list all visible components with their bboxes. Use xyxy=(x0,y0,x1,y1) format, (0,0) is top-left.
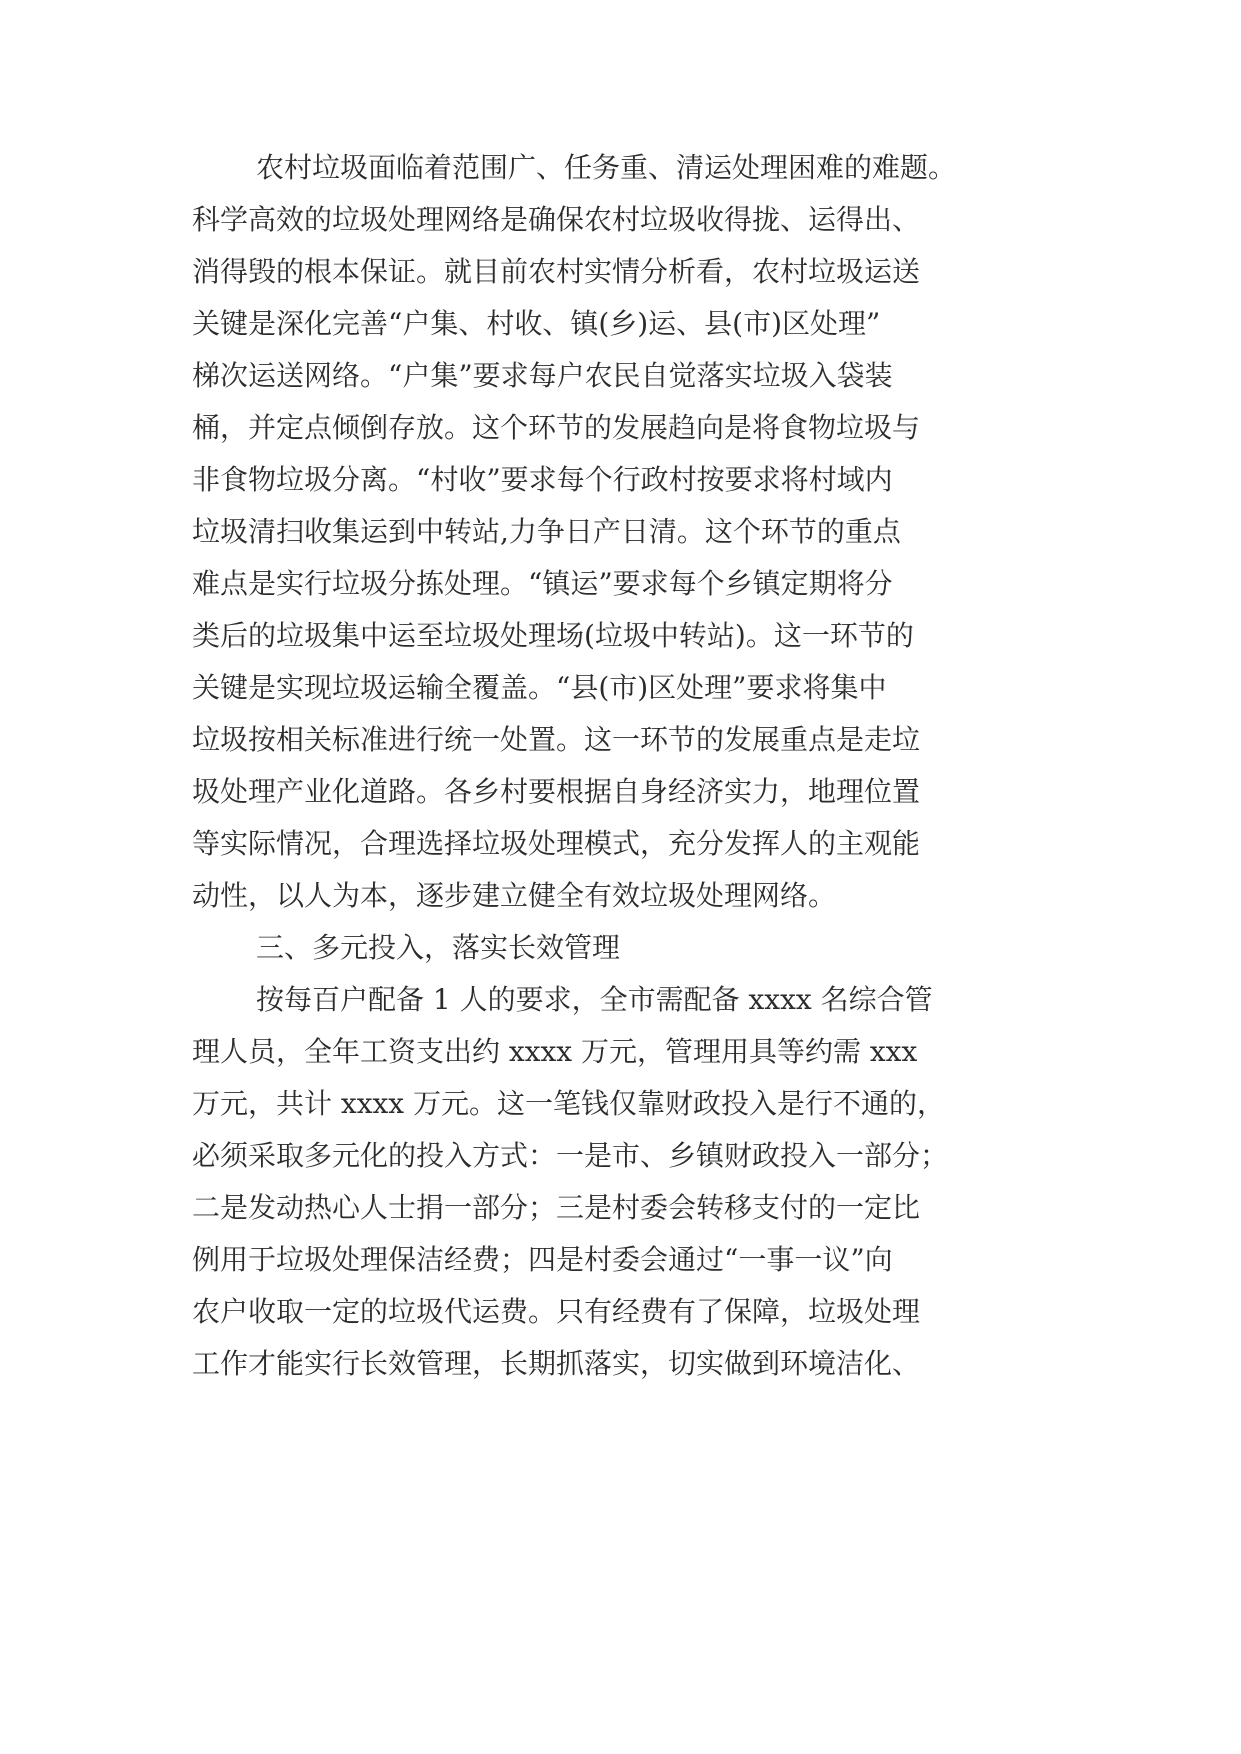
paragraph-2-line: 必须采取多元化的投入方式：一是市、乡镇财政投入一部分； xyxy=(192,1139,949,1172)
paragraph-1-line: 梯次运送网络。“户集”要求每户农民自觉落实垃圾入袋装 xyxy=(192,359,893,392)
paragraph-1-line: 关键是深化完善“户集、村收、镇(乡)运、县(市)区处理” xyxy=(192,307,881,340)
paragraph-2-line: 二是发动热心人士捐一部分；三是村委会转移支付的一定比 xyxy=(192,1191,921,1224)
paragraph-2-line: 例用于垃圾处理保洁经费；四是村委会通过“一事一议”向 xyxy=(192,1243,893,1276)
paragraph-1-line: 类后的垃圾集中运至垃圾处理场(垃圾中转站)。这一环节的 xyxy=(192,619,914,652)
paragraph-1-line: 农村垃圾面临着范围广、任务重、清运处理困难的难题。 xyxy=(256,151,957,184)
paragraph-1-line: 垃圾清扫收集运到中转站,力争日产日清。这个环节的重点 xyxy=(192,515,901,548)
paragraph-2-line: 万元，共计 xxxx 万元。这一笔钱仅靠财政投入是行不通的， xyxy=(192,1087,945,1120)
paragraph-1-line: 等实际情况，合理选择垃圾处理模式，充分发挥人的主观能 xyxy=(192,827,921,860)
paragraph-2-line: 理人员，全年工资支出约 xxxx 万元，管理用具等约需 xxx xyxy=(192,1035,918,1068)
paragraph-1-line: 非食物垃圾分离。“村收”要求每个行政村按要求将村域内 xyxy=(192,463,893,496)
paragraph-2-line: 农户收取一定的垃圾代运费。只有经费有了保障，垃圾处理 xyxy=(192,1295,921,1328)
paragraph-1-line: 关键是实现垃圾运输全覆盖。“县(市)区处理”要求将集中 xyxy=(192,671,887,704)
paragraph-1-line: 桶，并定点倾倒存放。这个环节的发展趋向是将食物垃圾与 xyxy=(192,411,921,444)
paragraph-2-line: 按每百户配备 1 人的要求，全市需配备 xxxx 名综合管 xyxy=(256,983,933,1016)
paragraph-2-line: 工作才能实行长效管理，长期抓落实，切实做到环境洁化、 xyxy=(192,1347,921,1380)
paragraph-1-line: 消得毁的根本保证。就目前农村实情分析看，农村垃圾运送 xyxy=(192,255,921,288)
paragraph-1-line: 动性，以人为本，逐步建立健全有效垃圾处理网络。 xyxy=(192,879,837,912)
paragraph-1-line: 圾处理产业化道路。各乡村要根据自身经济实力，地理位置 xyxy=(192,775,921,808)
paragraph-1-line: 科学高效的垃圾处理网络是确保农村垃圾收得拢、运得出、 xyxy=(192,203,921,236)
paragraph-1-line: 垃圾按相关标准进行统一处置。这一环节的发展重点是走垃 xyxy=(192,723,921,756)
section-heading: 三、多元投入，落实长效管理 xyxy=(256,931,621,964)
paragraph-1-line: 难点是实行垃圾分拣处理。“镇运”要求每个乡镇定期将分 xyxy=(192,567,893,600)
